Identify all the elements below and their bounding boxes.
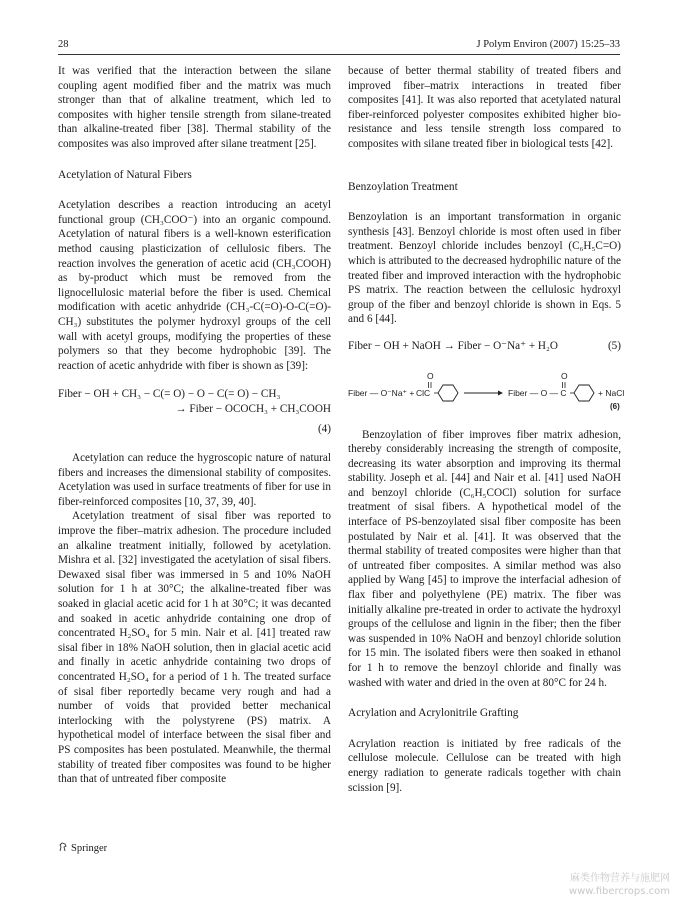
paragraph-acrylation-intro: Acrylation reaction is initiated by free radicals of the cellulose molecule. Cellulose can be treated with high energy radiation to generate radicals together with chain scission [9]. bbox=[348, 737, 621, 794]
scheme-reactant-fiber-alkoxide: Fiber — O⁻Na⁺ + bbox=[348, 387, 415, 398]
scheme-byproduct: + NaCl bbox=[598, 387, 625, 398]
page-number: 28 bbox=[58, 39, 69, 50]
paragraph-sisal-acetylation: Acetylation treatment of sisal fiber was reported to improve the fiber–matrix adhesion. The procedure included an alkaline treatment initially, followed by acetylation. Mishra et al. [32] investigated the acetylation of sisal fibers. Dewaxed sisal fiber was immersed in 5 and 10% NaOH solution for 1 h at 30°C; the alkaline-treated fiber was soaked in glacial acetic acid for 1 h at 30°C; it was decanted and soaked in acetic anhydride containing one drop of concentrated H₂SO₄ for 5 min. Nair et al. [41] treated raw sisal fiber in 18% NaOH solution, then in glacial acetic acid and finally in acetic anhydride containing two drops of concentrated H₂SO₄ for a period of 1 h. The treated surface of sisal fiber reportedly became very rough and had a number of voids that provided better mechanical interlocking with the polystyrene (PS) matrix. A hypothetical model of interface between the sisal fiber and PS composites has been postulated. Meanwhile, the thermal stability of treated fiber composites was found to be higher than that of untreated fiber composite bbox=[58, 510, 331, 786]
equation-5-number: (5) bbox=[607, 339, 621, 352]
scheme-benzene-ring-1 bbox=[438, 385, 458, 401]
scheme-acyl-chloride-prefix: ClC bbox=[416, 387, 431, 398]
scheme-benzene-ring-2 bbox=[574, 385, 594, 401]
site-watermark bbox=[560, 872, 670, 898]
equation-4-line-2: → Fiber − OCOCH₃ + CH₃COOH bbox=[175, 402, 331, 415]
paragraph-benzoylation-intro: Benzoylation is an important transformation in organic synthesis [43]. Benzoyl chloride is most often used in fiber treatment. Benzoyl chloride includes benzoyl (C₆H₅C=O) which is attributed to the decreased hydrophilic nature of the treated fiber and improved interaction with the hydrophobic PS matrix. The reaction between the cellulosic hydroxyl group of the fiber and benzoyl chloride is shown in Eqs. 5 and 6 [44]. bbox=[348, 211, 621, 326]
equation-4 bbox=[58, 387, 331, 437]
equation-5 bbox=[348, 339, 621, 354]
header-rule bbox=[58, 54, 620, 55]
section-heading-acetylation: Acetylation of Natural Fibers bbox=[58, 168, 192, 181]
scheme-carbonyl-oxygen-2: O bbox=[561, 370, 568, 381]
reaction-scheme-6 bbox=[348, 370, 625, 414]
benzoylation-scheme-diagram bbox=[348, 370, 625, 414]
scheme-number: (6) bbox=[610, 401, 620, 411]
publisher-name: Springer bbox=[71, 843, 108, 854]
scheme-arrow-head bbox=[498, 390, 503, 395]
running-header bbox=[58, 38, 620, 52]
scheme-product-prefix: Fiber — O — C bbox=[508, 387, 567, 398]
page-footer bbox=[58, 842, 107, 856]
equation-4-number: (4) bbox=[317, 423, 331, 436]
journal-reference: J Polym Environ (2007) 15:25–33 bbox=[476, 39, 620, 50]
left-column bbox=[58, 64, 331, 787]
watermark-line-1: 麻类作物营养与施肥网 bbox=[570, 873, 670, 884]
watermark-line-2: www.fibercrops.com bbox=[568, 886, 670, 897]
paragraph-acetylation-intro: Acetylation describes a reaction introducing an acetyl functional group (CH₃COO⁻) into an organic compound. Acetylation of natural fibers is a well-known esterification method causing plasticization of cellulosic fibers. The reaction involves the generation of acetic acid (CH₃COOH) as by-product which must be removed from the lignocellulosic material before the fiber is used. Chemical modification with acetic anhydride (CH₃-C(=O)-O-C(=O)-CH₃) substitutes the polymer hydroxyl groups of the cell wall with acetyl groups, modifying the properties of these polymers so that they become hydrophobic [39]. The reaction of acetic anhydride with fiber is shown as [39]: bbox=[58, 199, 331, 372]
paragraph-acetylation-continued: because of better thermal stability of treated fibers and improved fiber–matrix interactions in treated fiber composites [41]. It was also reported that acetylated natural fiber-reinforced polyester composites exhibited higher bio-resistance and less tensile strength loss compared to composites with silane treated fiber in biological tests [42]. bbox=[348, 65, 621, 150]
right-column bbox=[348, 64, 625, 795]
scheme-carbonyl-oxygen-1: O bbox=[427, 370, 434, 381]
section-heading-benzoylation: Benzoylation Treatment bbox=[348, 180, 458, 193]
paragraph-silane-conclusion: It was verified that the interaction between the silane coupling agent modified fiber and the matrix was much stronger than that of alkaline treatment, which led to composites with higher tensile strength from silane-treated than alkaline-treated fiber [38]. Thermal stability of the composites was also improved after silane treatment [25]. bbox=[58, 65, 331, 150]
equation-4-line-1: Fiber − OH + CH₃ − C(= O) − O − C(= O) − CH₃ bbox=[58, 388, 281, 401]
paragraph-benzoylation-effects: Benzoylation of fiber improves fiber matrix adhesion, thereby considerably increasing the strength of composite, decreasing its water absorption and improving its thermal stability. Joseph et al. [44] and Nair et al. [41] used NaOH and benzoyl chloride (C₆H₅COCl) solution for surface treatment of sisal fibers. A hypothetical model of the interface of PS-benzoylated sisal fiber composite has been postulated by Nair et al. [41]. It was observed that the thermal stability of treated composites were higher than that of untreated fiber composites. A similar method was also applied by Wang [45] to improve the interfacial adhesion of flax fiber and polyethylene (PE) matrix. The fiber was initially alkaline pre-treated in order to activate the hydroxyl groups of the cellulose and lignin in the fiber; then the fiber was suspended in 10% NaOH and benzoyl chloride solution for 15 min. The isolated fibers were then soaked in ethanol for 1 h to remove the benzoyl chloride and finally was washed with water and dried in the oven at 80°C for 24 h. bbox=[348, 428, 621, 689]
section-heading-acrylation: Acrylation and Acrylonitrile Grafting bbox=[348, 707, 519, 720]
springer-horse-icon bbox=[58, 842, 68, 852]
paragraph-acetylation-effects: Acetylation can reduce the hygroscopic nature of natural fibers and increases the dimensional stability of composites. Acetylation was used in surface treatments of fiber for use in fiber-reinforced composites [10, 37, 39, 40]. bbox=[58, 452, 331, 508]
equation-5-expression: Fiber − OH + NaOH → Fiber − O⁻Na⁺ + H₂O bbox=[348, 339, 558, 352]
